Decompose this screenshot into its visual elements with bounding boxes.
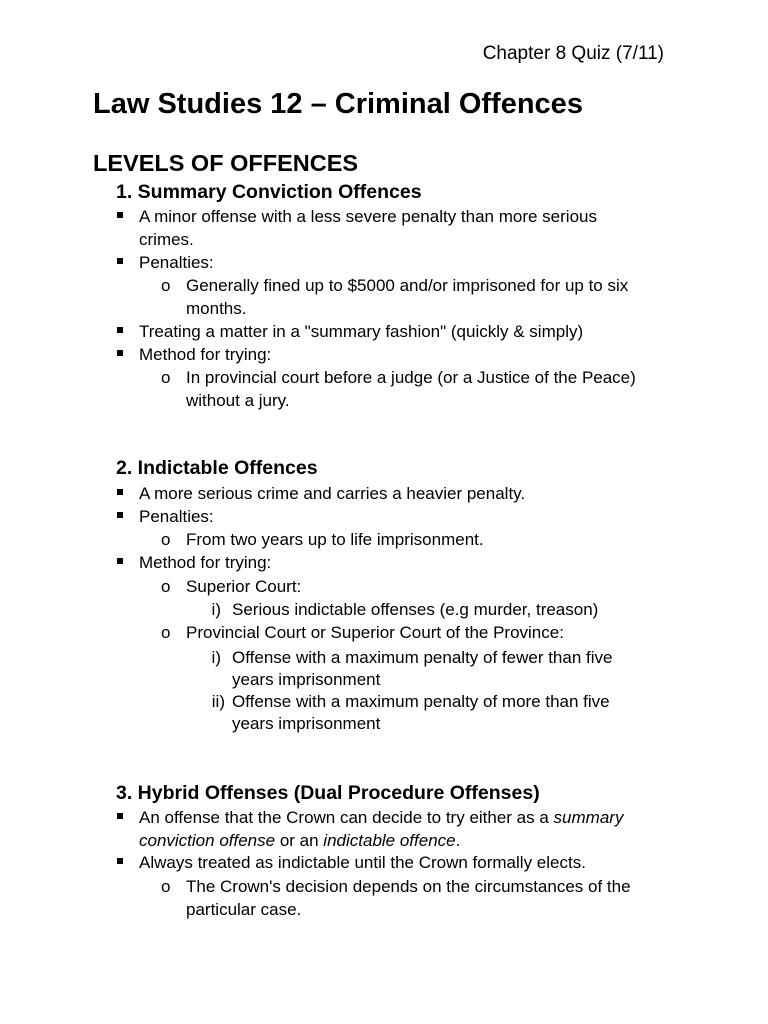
summary-penalties-label: Penalties:: [139, 253, 214, 272]
square-bullet-icon: [117, 813, 123, 819]
roman-numeral-marker: ii): [211, 692, 225, 711]
hybrid-always-indictable: Always treated as indictable until the Crown formally elects.: [139, 853, 586, 872]
square-bullet-icon: [117, 258, 123, 264]
provincial-item-2-line1: Offense with a maximum penalty of more than five: [232, 692, 610, 711]
roman-numeral-marker: i): [211, 648, 221, 667]
summary-method-line1: In provincial court before a judge (or a Justice of the Peace): [186, 368, 636, 387]
offense-heading-hybrid: 3. Hybrid Offenses (Dual Procedure Offenses): [116, 782, 540, 804]
indictable-penalties-label: Penalties:: [139, 507, 214, 526]
section-heading: LEVELS OF OFFENCES: [93, 150, 359, 176]
circle-bullet-icon: o: [161, 577, 171, 596]
circle-bullet-icon: o: [161, 276, 171, 295]
square-bullet-icon: [117, 327, 123, 333]
indictable-method-label: Method for trying:: [139, 553, 272, 572]
square-bullet-icon: [117, 558, 123, 564]
indictable-penalty-line: From two years up to life imprisonment.: [186, 530, 484, 549]
hybrid-decision-line2: particular case.: [186, 900, 302, 919]
circle-bullet-icon: o: [161, 368, 171, 387]
summary-penalty-line1: Generally fined up to $5000 and/or imprisoned for up to six: [186, 276, 629, 295]
indictable-definition: A more serious crime and carries a heavier penalty.: [139, 484, 526, 503]
square-bullet-icon: [117, 858, 123, 864]
provincial-item-1-line2: years imprisonment: [232, 670, 381, 689]
superior-court-item: Serious indictable offenses (e.g murder, treason): [232, 600, 599, 619]
hybrid-definition-line1: An offense that the Crown can decide to try either as a summary: [139, 808, 624, 827]
document-title: Law Studies 12 – Criminal Offences: [93, 88, 583, 120]
offense-heading-summary: 1. Summary Conviction Offences: [116, 181, 422, 203]
summary-method-label: Method for trying:: [139, 345, 272, 364]
provincial-item-1-line1: Offense with a maximum penalty of fewer than five: [232, 648, 613, 667]
superior-court-label: Superior Court:: [186, 577, 302, 596]
hybrid-definition-line2: conviction offense or an indictable offence.: [139, 831, 461, 850]
provincial-item-2-line2: years imprisonment: [232, 714, 381, 733]
roman-numeral-marker: i): [211, 600, 221, 619]
provincial-court-label: Provincial Court or Superior Court of the Province:: [186, 623, 564, 642]
square-bullet-icon: [117, 212, 123, 218]
circle-bullet-icon: o: [161, 877, 171, 896]
summary-definition-line1: A minor offense with a less severe penalty than more serious: [139, 207, 597, 226]
square-bullet-icon: [117, 350, 123, 356]
square-bullet-icon: [117, 512, 123, 518]
square-bullet-icon: [117, 489, 123, 495]
quiz-label: Chapter 8 Quiz (7/11): [482, 43, 664, 64]
hybrid-decision-line1: The Crown's decision depends on the circumstances of the: [186, 877, 631, 896]
circle-bullet-icon: o: [161, 623, 171, 642]
offense-heading-indictable: 2. Indictable Offences: [116, 457, 318, 479]
summary-definition-line2: crimes.: [139, 230, 194, 249]
circle-bullet-icon: o: [161, 530, 171, 549]
summary-penalty-line2: months.: [186, 299, 247, 318]
summary-method-line2: without a jury.: [186, 391, 290, 410]
summary-fashion-note: Treating a matter in a "summary fashion" (quickly & simply): [139, 322, 584, 341]
